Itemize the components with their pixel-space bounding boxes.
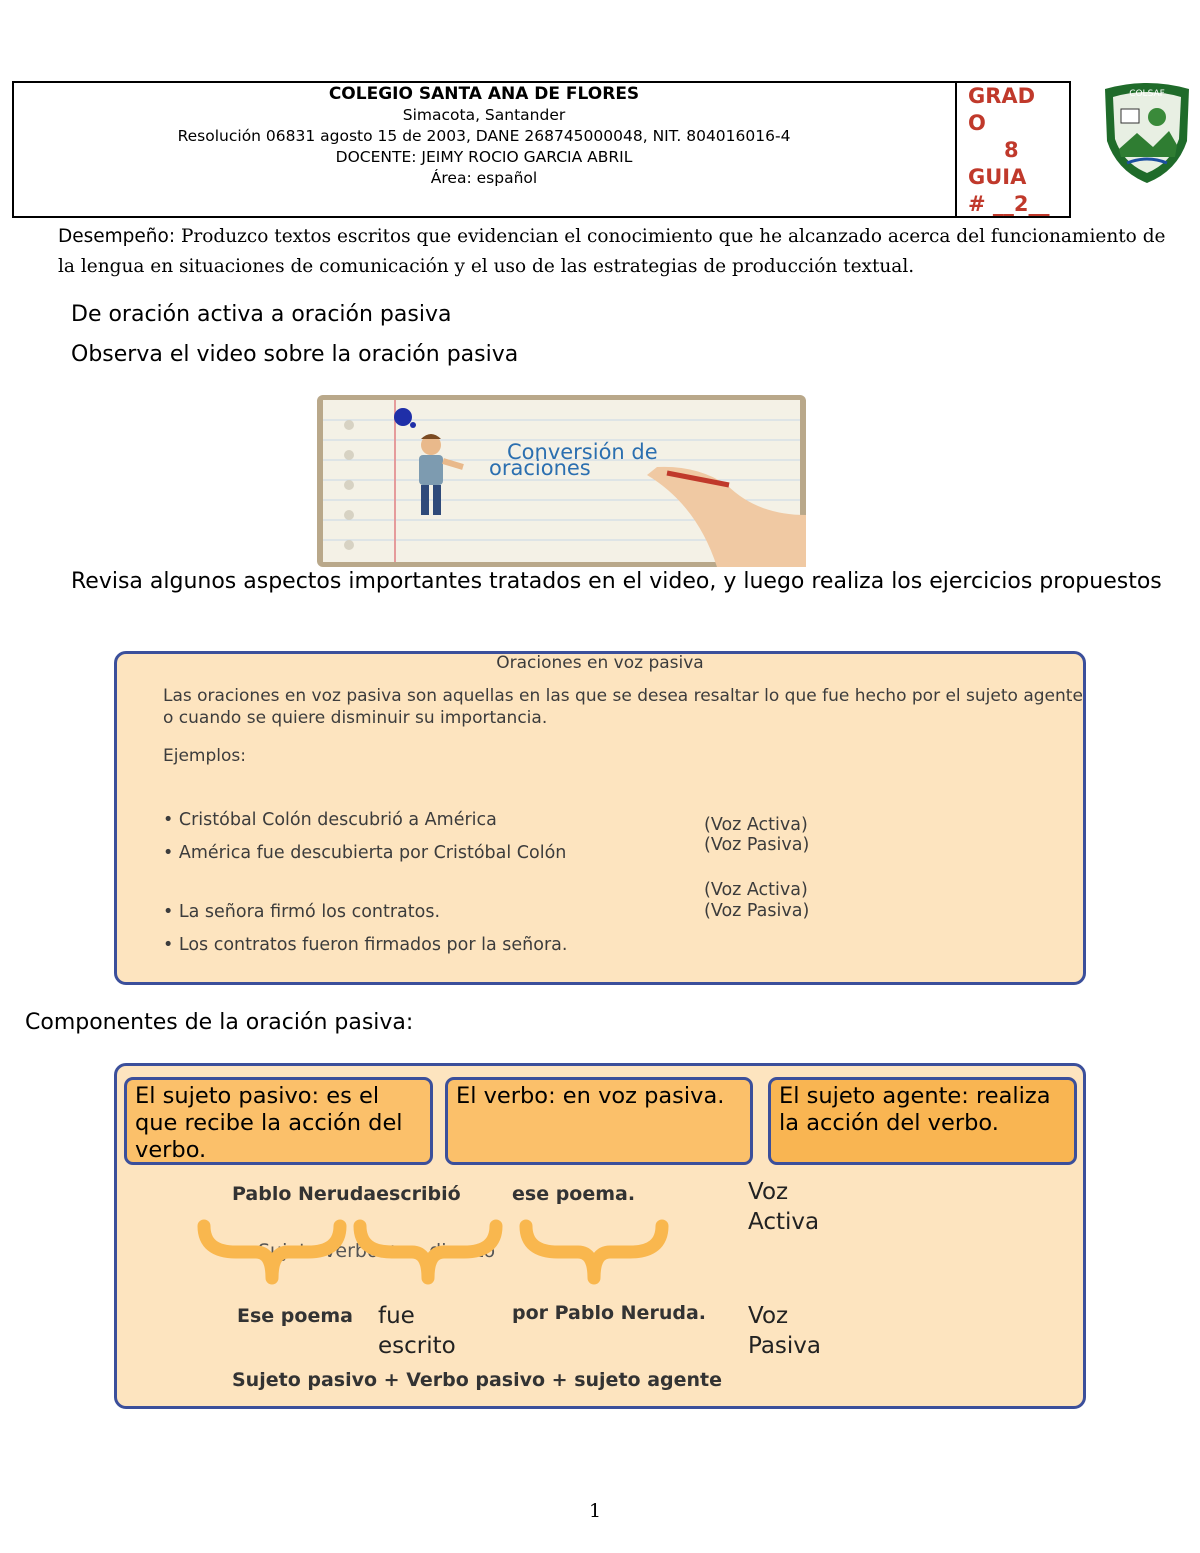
example-text: América fue descubierta por Cristóbal Colón — [178, 843, 567, 863]
active-sentence — [232, 1183, 461, 1205]
active-subject: Pablo Neruda — [232, 1183, 377, 1205]
video-title-line1: Conversión de — [507, 440, 658, 464]
heading-watch-video: Observa el video sobre la oración pasiva — [71, 342, 519, 367]
active-verb: escribió — [376, 1183, 461, 1205]
heading-review-aspects: Revisa algunos aspectos importantes tratados en el video, y luego realiza los ejercicios propuestos — [71, 569, 1162, 594]
passive-verb-card: El verbo: en voz pasiva. — [445, 1077, 753, 1165]
example-text: La señora firmó los contratos. — [178, 902, 441, 922]
passive-agent: por Pablo Neruda. — [512, 1302, 706, 1324]
performance-label: Desempeño: — [58, 226, 176, 247]
school-city: Simacota, Santander — [402, 106, 566, 124]
grade-label: GRAD O — [968, 84, 1036, 135]
grade-cell — [968, 83, 1068, 218]
heading-active-to-passive: De oración activa a oración pasiva — [71, 302, 452, 327]
voice-label: (Voz Pasiva) — [704, 901, 810, 921]
video-title-line2: oraciones — [489, 456, 591, 480]
school-name: COLEGIO SANTA ANA DE FLORES — [328, 84, 640, 104]
brace-graphics — [196, 1218, 676, 1294]
example-item: • Cristóbal Colón descubrió a América — [163, 810, 497, 830]
passive-box-description: Las oraciones en voz pasiva son aquellas en las que se desea resaltar lo que fue hecho por el sujeto agente o cuando se quiere disminuir su importancia. — [163, 686, 1083, 728]
hidden-labels: Sujeto verbo + c. directo — [258, 1240, 496, 1262]
voice-label: (Voz Activa) — [704, 880, 808, 900]
examples-label: Ejemplos: — [163, 746, 246, 766]
active-voice-label: Voz Activa — [748, 1179, 820, 1235]
school-logo — [1097, 79, 1197, 187]
example-item: • La señora firmó los contratos. — [163, 902, 441, 922]
active-object: ese poema. — [512, 1183, 636, 1205]
subject-area: Área: español — [430, 169, 538, 187]
guide-label: GUIA — [968, 165, 1027, 189]
passive-verb: fue escrito — [378, 1303, 456, 1359]
passive-subject: Ese poema — [237, 1305, 353, 1327]
example-item: • América fue descubierta por Cristóbal Colón — [163, 843, 567, 863]
performance-text: Produzco textos escritos que evidencian el conocimiento que he alcanzado acerca del funcionamiento de la lengua en situaciones de comunicación y el uso de las estrategias de producción textual. — [58, 226, 1166, 277]
video-thumbnail[interactable] — [317, 395, 806, 567]
heading-components: Componentes de la oración pasiva: — [25, 1010, 414, 1035]
guide-number: # __2__ — [968, 192, 1050, 216]
school-resolution: Resolución 06831 agosto 15 de 2003, DANE 268745000048, NIT. 804016016-4 — [177, 127, 791, 145]
example-item: • Los contratos fueron firmados por la señora. — [163, 935, 568, 955]
passive-voice-label: Voz Pasiva — [748, 1303, 822, 1359]
example-text: Cristóbal Colón descubrió a América — [178, 810, 497, 830]
passive-subject-card: El sujeto pasivo: es el que recibe la acción del verbo. — [124, 1077, 433, 1165]
teacher-name: DOCENTE: JEIMY ROCIO GARCIA ABRIL — [335, 148, 633, 166]
page-number: 1 — [588, 1500, 602, 1522]
passive-box-title: Oraciones en voz pasiva — [496, 653, 704, 673]
logo-text: COLSAF — [1129, 89, 1165, 99]
agent-subject-card: El sujeto agente: realiza la acción del verbo. — [768, 1077, 1077, 1165]
header-divider — [955, 81, 957, 218]
voice-label: (Voz Activa) — [704, 815, 808, 835]
header-center — [14, 84, 954, 189]
performance-statement — [58, 222, 1168, 282]
passive-formula: Sujeto pasivo + Verbo pasivo + sujeto agente — [232, 1369, 723, 1391]
voice-label: (Voz Pasiva) — [704, 835, 810, 855]
example-text: Los contratos fueron firmados por la señora. — [178, 935, 568, 955]
grade-value: 8 — [1004, 138, 1019, 162]
